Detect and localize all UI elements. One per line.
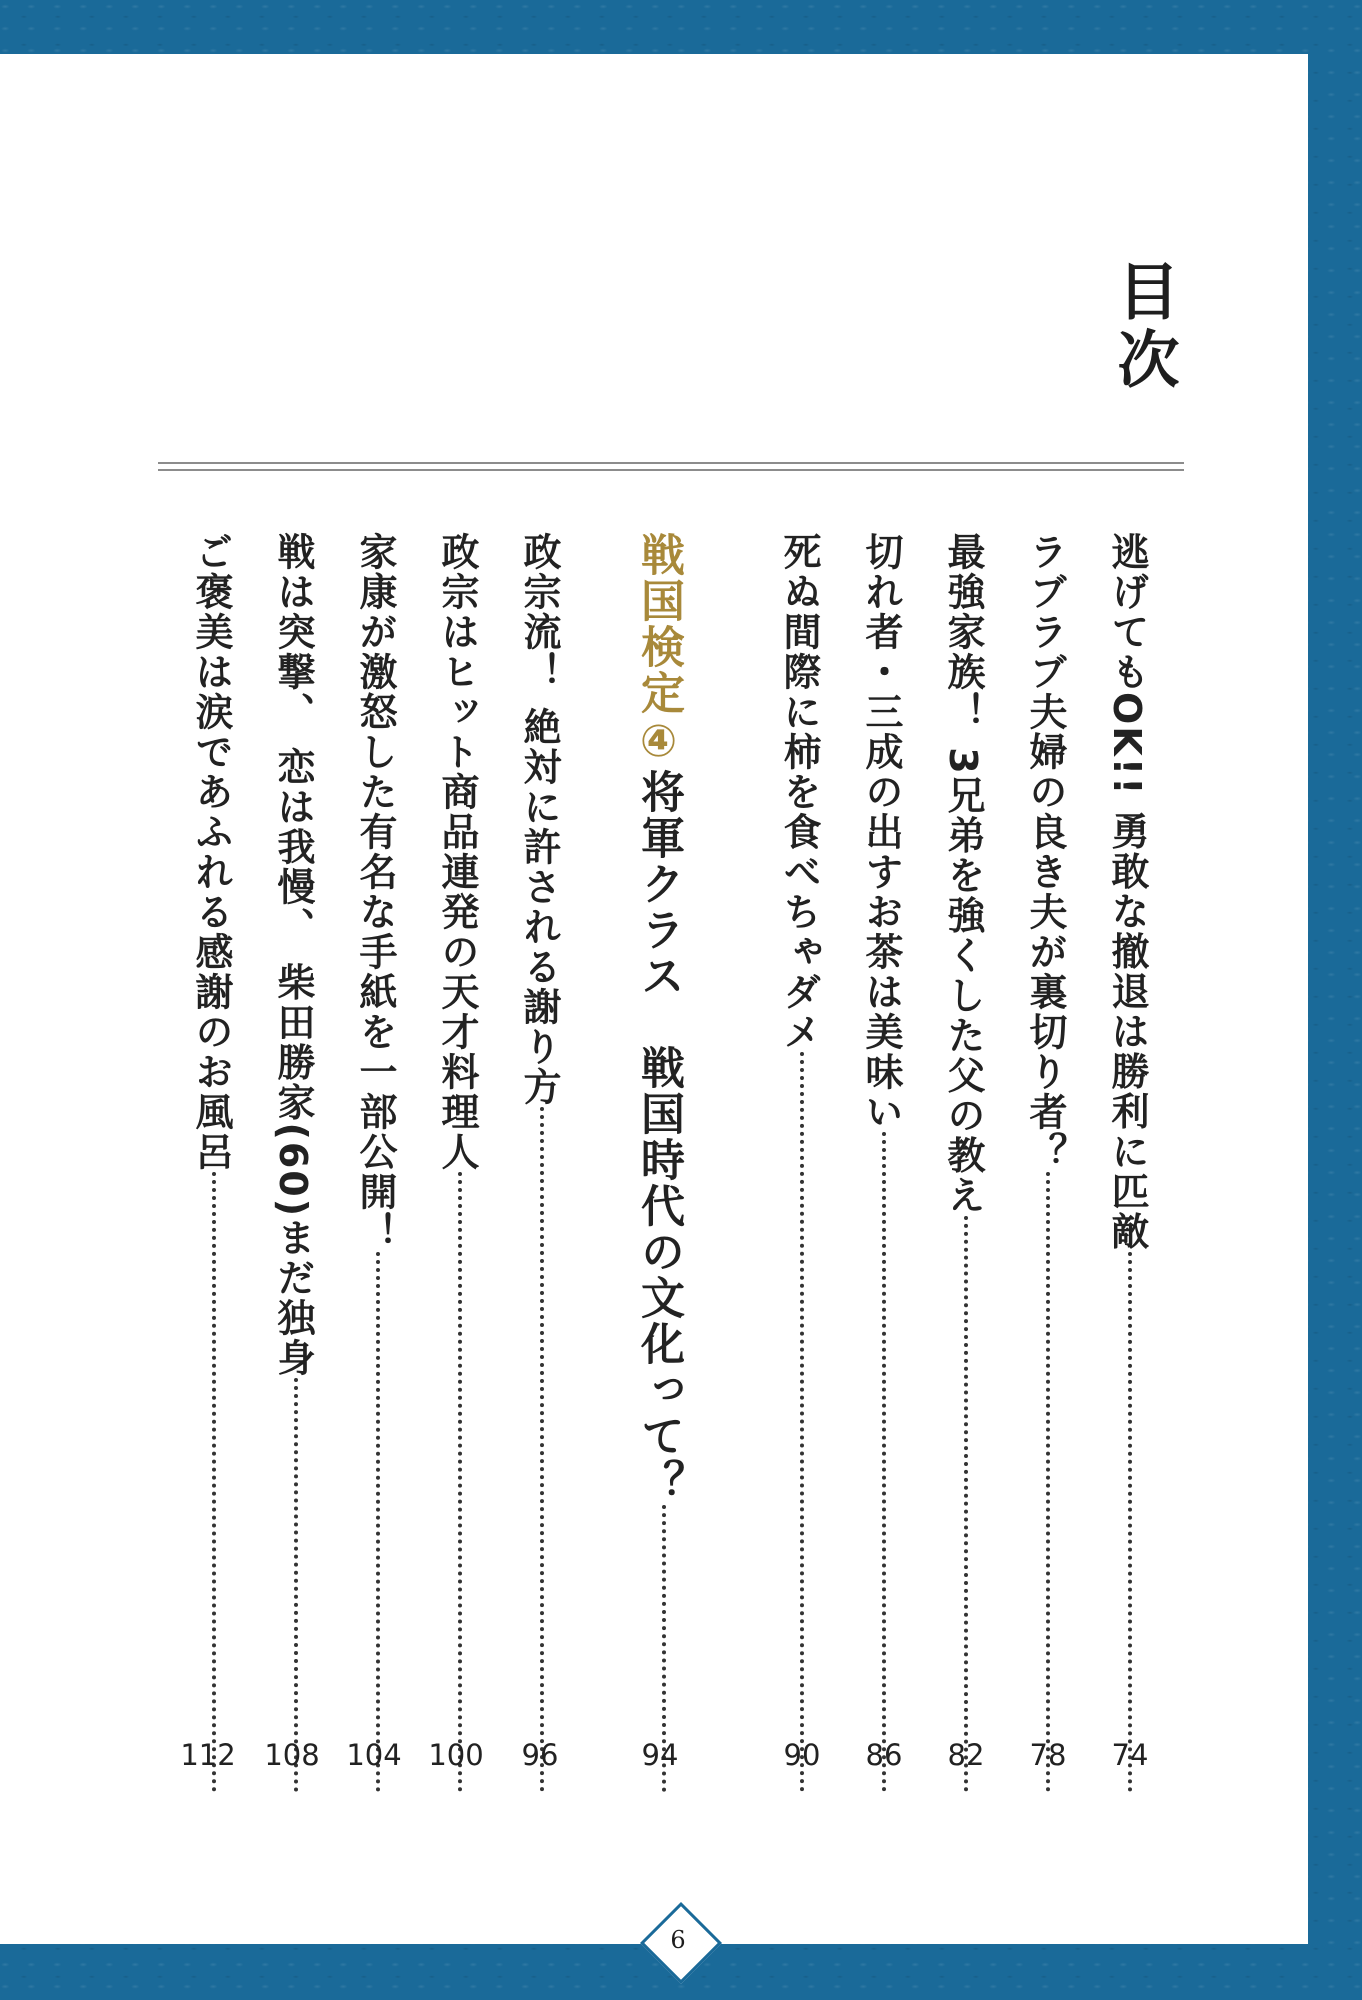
toc-entry[interactable]	[1023, 532, 1067, 1792]
toc-entry[interactable]	[271, 532, 315, 1792]
toc-entry-quiz[interactable]	[633, 532, 684, 1792]
quiz-label: 戦国検定④	[633, 532, 684, 769]
toc-entry[interactable]	[859, 532, 903, 1792]
toc-entry-title: 政宗はヒット商品連発の天才料理人	[435, 532, 479, 1172]
title-divider	[158, 462, 1184, 476]
toc-page-number: 94	[641, 1738, 679, 1772]
leader-dots	[294, 1378, 298, 1792]
toc-entry-title: 政宗流！ 絶対に許される謝り方	[517, 532, 561, 1108]
toc-entry-title: 逃げてもOK!! 勇敢な撤退は勝利に匹敵	[1105, 532, 1149, 1252]
toc-entry-title: 将軍クラス 戦国時代の文化って？	[633, 769, 684, 1505]
toc-entry[interactable]	[777, 532, 821, 1792]
page-number: 6	[670, 1926, 686, 1954]
leader-dots	[376, 1252, 380, 1792]
toc-entry[interactable]	[189, 532, 233, 1792]
toc-page-number: 108	[264, 1738, 320, 1772]
leader-dots	[800, 1052, 804, 1792]
toc-entry-title: 切れ者・三成の出すお茶は美味い	[859, 532, 903, 1132]
toc-entry-title: 死ぬ間際に柿を食べちゃダメ	[777, 532, 821, 1052]
leader-dots	[1128, 1252, 1132, 1792]
toc-entry-title: ご褒美は涙であふれる感謝のお風呂	[189, 532, 233, 1172]
toc-page-number: 74	[1111, 1738, 1149, 1772]
toc-entry-title: ラブラブ夫婦の良き夫が裏切り者？	[1023, 532, 1067, 1172]
toc-page-number: 82	[947, 1738, 985, 1772]
leader-dots	[212, 1172, 216, 1792]
page	[0, 54, 1308, 1954]
toc-page-number: 78	[1029, 1738, 1067, 1772]
toc-entry[interactable]	[517, 532, 561, 1792]
toc-page-number: 112	[180, 1738, 236, 1772]
toc-page-number: 104	[346, 1738, 402, 1772]
leader-dots	[882, 1132, 886, 1792]
toc-page-number: 96	[521, 1738, 559, 1772]
toc-entry-title: 最強家族！ 3兄弟を強くした父の教え	[941, 532, 985, 1216]
page-number-badge	[640, 1902, 716, 1978]
toc-entry[interactable]	[353, 532, 397, 1792]
toc-entry[interactable]	[435, 532, 479, 1792]
toc-entry-title: 家康が激怒した有名な手紙を一部公開！	[353, 532, 397, 1252]
toc-entry[interactable]	[1105, 532, 1149, 1792]
leader-dots	[964, 1216, 968, 1792]
toc-page-number: 90	[783, 1738, 821, 1772]
toc-entry-title: 戦は突撃、 恋は我慢、 柴田勝家(60)まだ独身	[271, 532, 315, 1379]
toc-page-number: 86	[865, 1738, 903, 1772]
toc-entry[interactable]	[941, 532, 985, 1792]
toc-page-number: 100	[428, 1738, 484, 1772]
leader-dots	[540, 1107, 544, 1792]
leader-dots	[458, 1172, 462, 1792]
page-title: 目次	[1107, 259, 1180, 395]
leader-dots	[1046, 1172, 1050, 1792]
